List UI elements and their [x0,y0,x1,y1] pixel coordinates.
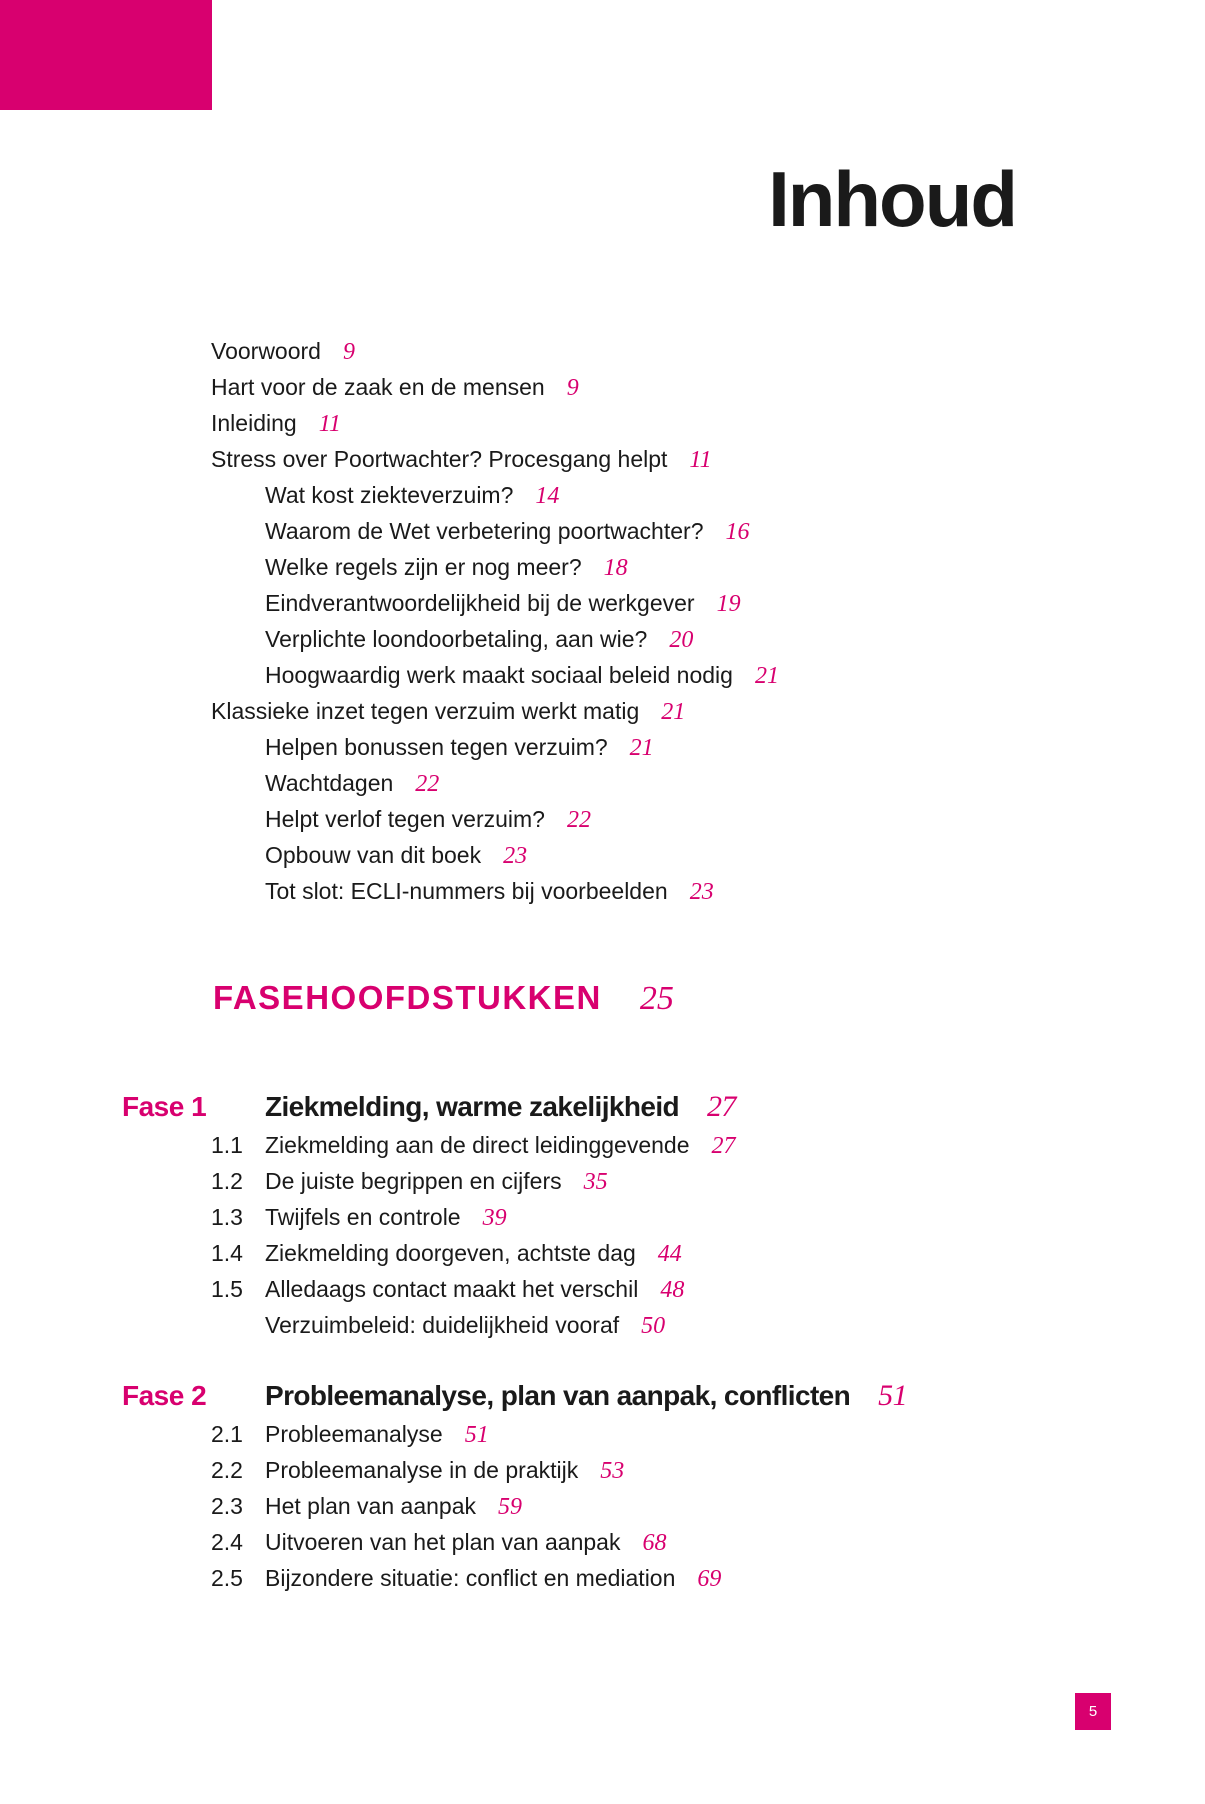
toc-entry-label: Eindverantwoordelijkheid bij de werkgever [265,590,695,616]
toc-entry [265,513,749,549]
section-page: 25 [639,980,674,1017]
toc-entry [265,873,714,909]
chapter-number: 1.1 [211,1132,243,1158]
toc-entry-page: 68 [642,1530,667,1556]
toc-entry-label: Hart voor de zaak en de mensen [211,374,545,400]
toc-entry [265,657,779,693]
toc-entry-label: Ziekmelding doorgeven, achtste dag [265,1240,636,1266]
toc-entry-label: Probleemanalyse in de praktijk [265,1457,579,1483]
toc-entry-label: Waarom de Wet verbetering poortwachter? [265,518,704,544]
section-label: FASEHOOFDSTUKKEN [213,979,602,1016]
toc-entry [265,837,527,873]
toc-entry [211,369,579,405]
chapter-number: 2.5 [211,1565,243,1591]
toc-entry-page: 69 [697,1566,722,1592]
chapter-number: 2.3 [211,1493,243,1519]
toc-entry-page: 21 [754,663,779,689]
toc-entry-page: 53 [600,1458,625,1484]
toc-entry-page: 22 [566,807,591,833]
toc-entry-page: 19 [716,591,741,617]
toc-entry [211,333,355,369]
toc-entry-label: Uitvoeren van het plan van aanpak [265,1529,621,1555]
toc-entry-page: 22 [415,771,440,797]
toc-entry-label: Helpen bonussen tegen verzuim? [265,734,608,760]
toc-entry [265,585,741,621]
toc-entry [211,1307,665,1343]
toc-entry [211,1235,682,1271]
toc-entry-page: 39 [482,1205,507,1231]
page-title: Inhoud [768,155,1016,243]
toc-entry-label: Alledaags contact maakt het verschil [265,1276,639,1302]
chapter-number: 1.5 [211,1276,243,1302]
toc-entry-label: Wat kost ziekteverzuim? [265,482,514,508]
toc-entry-page: 21 [629,735,654,761]
toc-entry [265,729,654,765]
toc-entry [211,1560,721,1596]
toc-entry [211,1416,489,1452]
toc-entry-label: Voorwoord [211,338,321,364]
toc-entry-label: Hoogwaardig werk maakt sociaal beleid nodig [265,662,733,688]
toc-entry-label: Verzuimbeleid: duidelijkheid vooraf [265,1312,620,1338]
toc-entry-label: Verplichte loondoorbetaling, aan wie? [265,626,648,652]
toc-entry-page: 18 [603,555,628,581]
toc-entry-page: 23 [689,879,714,905]
toc-entry-page: 14 [535,483,560,509]
toc-entry-page: 23 [503,843,528,869]
phase-label: Fase 2 [122,1380,207,1411]
toc-entry-label: Wachtdagen [265,770,394,796]
chapter-number: 1.2 [211,1168,243,1194]
toc-entry-label: De juiste begrippen en cijfers [265,1168,562,1194]
toc-entry-page: 35 [583,1169,608,1195]
toc-entry [211,1127,736,1163]
section-heading [213,976,674,1021]
toc-entry [265,549,628,585]
toc-entry-page: 48 [660,1277,685,1303]
page-number: 5 [1075,1693,1111,1730]
chapter-number: 2.4 [211,1529,243,1555]
toc-entry [211,1199,507,1235]
toc-entry-page: 50 [641,1313,666,1339]
toc-entry [265,801,591,837]
phase-title-text: Ziekmelding, warme zakelijkheid [265,1091,680,1122]
toc-entry-label: Klassieke inzet tegen verzuim werkt matig [211,698,640,724]
phase-title [265,1087,736,1127]
toc-entry [211,405,341,441]
toc-entry-page: 9 [342,339,355,365]
phase-page: 51 [878,1379,907,1412]
toc-entry-label: Twijfels en controle [265,1204,461,1230]
toc-entry-label: Bijzondere situatie: conflict en mediation [265,1565,676,1591]
toc-entry-label: Opbouw van dit boek [265,842,482,868]
toc-entry-label: Ziekmelding aan de direct leidinggevende [265,1132,690,1158]
toc-entry-page: 51 [464,1422,489,1448]
toc-entry-label: Helpt verlof tegen verzuim? [265,806,545,832]
toc-entry-label: Tot slot: ECLI-nummers bij voorbeelden [265,878,668,904]
chapter-number: 1.3 [211,1204,243,1230]
toc-entry-page: 44 [657,1241,682,1267]
phase-title-text: Probleemanalyse, plan van aanpak, conflicten [265,1380,851,1411]
toc-entry [211,1488,522,1524]
toc-entry-label: Probleemanalyse [265,1421,443,1447]
phase-label: Fase 1 [122,1091,207,1122]
chapter-number: 1.4 [211,1240,243,1266]
toc-entry-page: 11 [689,447,712,473]
toc-entry [265,621,693,657]
toc-entry [265,765,439,801]
corner-color-block [0,0,212,110]
toc-entry-label: Inleiding [211,410,297,436]
toc-entry-page: 20 [669,627,694,653]
toc-entry-page: 59 [498,1494,522,1520]
toc-entry-page: 11 [318,411,341,437]
chapter-number: 2.1 [211,1421,243,1447]
toc-entry-label: Het plan van aanpak [265,1493,476,1519]
toc-entry-page: 27 [711,1133,736,1159]
toc-entry-page: 16 [725,519,750,545]
toc-entry [211,693,685,729]
toc-entry-page: 21 [661,699,686,725]
chapter-number: 2.2 [211,1457,243,1483]
toc-entry-page: 9 [566,375,579,401]
phase-title [265,1376,907,1416]
toc-entry [211,1524,666,1560]
toc-entry [211,441,712,477]
toc-entry [211,1271,684,1307]
toc-entry-label: Welke regels zijn er nog meer? [265,554,582,580]
toc-entry [211,1163,608,1199]
toc-entry [211,1452,624,1488]
toc-entry-label: Stress over Poortwachter? Procesgang helpt [211,446,668,472]
phase-page: 27 [707,1090,736,1123]
toc-entry [265,477,559,513]
